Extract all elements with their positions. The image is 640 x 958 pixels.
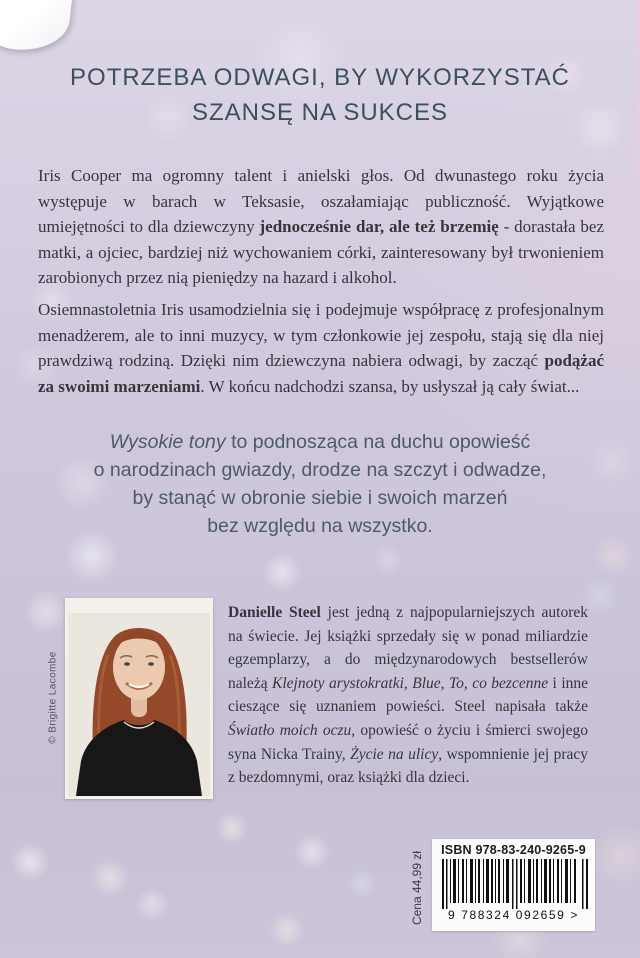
synopsis-2-text-end: . W końcu nadchodzi szansa, by usłyszał ją cały świat... [200,376,580,396]
headline [0,60,640,130]
author-name: Danielle Steel [228,604,321,621]
tagline-line-2: o narodzinach gwiazdy, drodze na szczyt i odwadze, [93,459,547,481]
isbn-label: ISBN 978-83-240-9265-9 [441,843,586,857]
tagline-line-3: by stanąć w obronie siebie i swoich marzeń [132,487,508,509]
bio-text-1: jest jedną z najpopularniejszych autorek na świecie. Jej książki sprzedały się w ponad miliardzie egzemplarzy, a do międzynarodowych bestsellerów należą [228,604,589,692]
author-bio [228,601,588,790]
price-label: Cena 44,99 zł [410,850,424,926]
tagline-line-1 [0,428,640,456]
tagline-line-1-rest: to podnosząca na duchu opowieść [225,431,531,453]
book-title-italic: Wysokie tony [109,431,226,453]
synopsis-paragraph-2 [38,297,604,399]
author-photo [65,598,213,799]
barcode [432,839,595,931]
bio-titles-3: Życie na ulicy [350,745,439,763]
synopsis-1-text-end: - dorastała bez matki, a ojciec, bardziej niż wychowaniem córki, zainteresowany był trwonieniem zarobionych przez nią pieniędzy na hazard i alkohol. [38,217,604,287]
synopsis-paragraph-1 [38,163,604,291]
synopsis-1-bold: jednocześnie dar, ale też brzemię [259,217,499,236]
barcode-bars-icon [438,859,590,909]
synopsis-1-text: Iris Cooper ma ogromny talent i anielski głos. Od dwunastego roku życia występuje w barach w Teksasie, oszałamiając publiczność. Wyjątkowe umiejętności to dla dziewczyny [38,166,604,236]
bio-text-4: , wspomnienie jej pracy z bezdomnymi, oraz książki dla dzieci. [228,745,588,787]
bio-titles-2: Światło moich oczu [228,721,352,739]
barcode-digits: 9 788324 092659 > [448,908,579,922]
synopsis-2-bold: podążać za swoimi marzeniami [38,351,604,396]
photo-credit: © Brigitte Lacombe [47,651,59,744]
synopsis-2-text: Osiemnastoletnia Iris usamodzielnia się i podejmuje współpracę z profesjonalnym menadżerem, ale to inni muzycy, w tym członkowie jej zespołu, stają się dla niej prawdziwą rodziną. Dzięki nim dziewczyna nabiera odwagi, by zacząć [38,300,604,370]
headline-line-2: SZANSĘ NA SUKCES [191,99,449,126]
bio-text-3: , opowieść o życiu i śmierci swojego syna Nicka Trainy, [228,721,588,763]
tagline [0,428,640,540]
author-portrait-illustration [68,601,210,796]
bio-text-2: i inne cieszące się uznaniem powieści. Steel napisała także [228,674,589,716]
headline-line-1: POTRZEBA ODWAGI, BY WYKORZYSTAĆ [70,64,570,91]
bio-titles-1: Klejnoty arystokratki, Blue, To, co bezcenne [272,674,549,692]
tagline-line-4: bez względu na wszystko. [207,515,433,537]
page-corner [0,0,73,55]
